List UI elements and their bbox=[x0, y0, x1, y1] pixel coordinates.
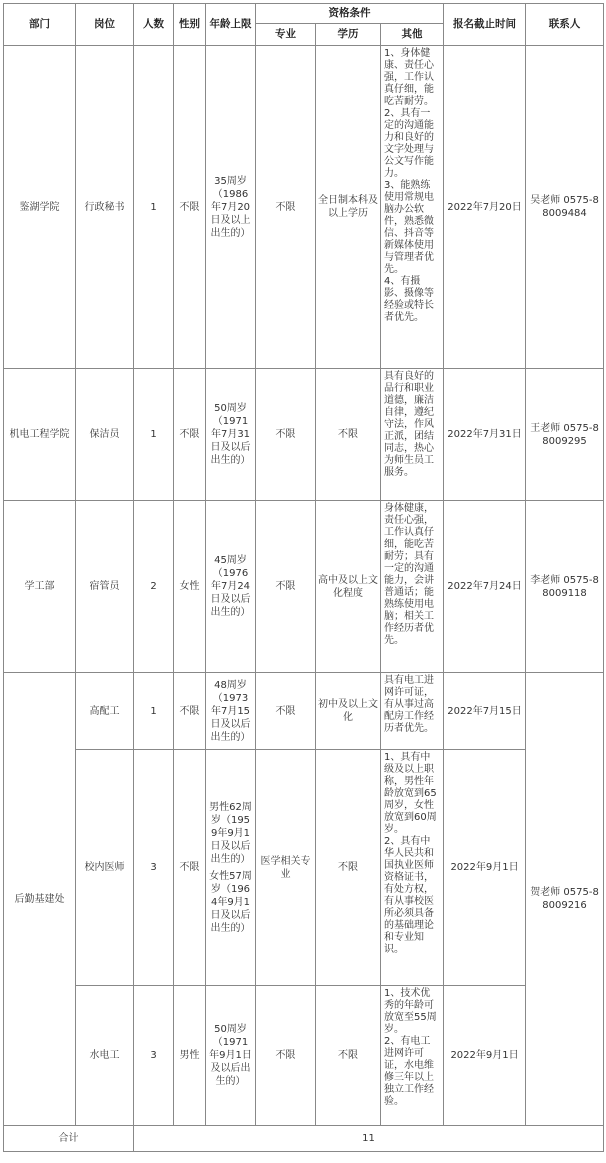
cell-gender: 不限 bbox=[174, 673, 206, 750]
total-label: 合计 bbox=[4, 1126, 134, 1152]
header-post: 岗位 bbox=[76, 4, 134, 46]
cell-education: 初中及以上文化 bbox=[316, 673, 381, 750]
cell-major: 不限 bbox=[256, 46, 316, 369]
table-row bbox=[4, 750, 604, 986]
cell-deadline: 2022年7月24日 bbox=[444, 501, 526, 673]
table-row bbox=[4, 673, 604, 750]
recruitment-table bbox=[3, 3, 604, 1152]
cell-age: 50周岁（1971年9月1日及以后出生的） bbox=[206, 986, 256, 1126]
cell-age-female: 女性57周岁（1964年9月1日及以后出生的） bbox=[209, 870, 252, 934]
cell-count: 1 bbox=[134, 46, 174, 369]
cell-contact: 李老师 0575-88009118 bbox=[526, 501, 604, 673]
cell-education: 全日制本科及以上学历 bbox=[316, 46, 381, 369]
table-row bbox=[4, 46, 604, 369]
cell-other: 1、身体健康、责任心强，工作认真仔细，能吃苦耐劳。 2、具有一定的沟通能力和良好的文字处理与公文写作能力。 3、能熟练使用常规电脑办公软件，熟悉微信、抖音等新媒体使用与管理者优先。 4、有摄影、摄像等经验或特长者优先。 bbox=[381, 46, 444, 369]
header-other: 其他 bbox=[381, 24, 444, 46]
total-row bbox=[4, 1126, 604, 1152]
cell-education: 高中及以上文化程度 bbox=[316, 501, 381, 673]
table-row bbox=[4, 369, 604, 501]
header-contact: 联系人 bbox=[526, 4, 604, 46]
cell-count: 2 bbox=[134, 501, 174, 673]
cell-dept: 后勤基建处 bbox=[4, 673, 76, 1126]
cell-age-male: 男性62周岁（1959年9月1日及以后出生的） bbox=[209, 801, 252, 865]
cell-contact: 王老师 0575-88009295 bbox=[526, 369, 604, 501]
cell-post: 行政秘书 bbox=[76, 46, 134, 369]
cell-count: 1 bbox=[134, 369, 174, 501]
header-gender: 性别 bbox=[174, 4, 206, 46]
cell-age bbox=[206, 750, 256, 986]
cell-post: 保洁员 bbox=[76, 369, 134, 501]
cell-deadline: 2022年7月15日 bbox=[444, 673, 526, 750]
header-row bbox=[4, 4, 604, 24]
header-deadline: 报名截止时间 bbox=[444, 4, 526, 46]
cell-other: 1、具有中级及以上职称，男性年龄放宽到65周岁，女性放宽到60周岁。 2、具有中华人民共和国执业医师资格证书，有处方权，有从事校医所必须具备的基础理论和专业知识。 bbox=[381, 750, 444, 986]
cell-major: 不限 bbox=[256, 986, 316, 1126]
cell-age: 45周岁（1976年7月24日及以后出生的） bbox=[206, 501, 256, 673]
cell-education: 不限 bbox=[316, 986, 381, 1126]
header-age: 年龄上限 bbox=[206, 4, 256, 46]
cell-deadline: 2022年9月1日 bbox=[444, 986, 526, 1126]
cell-other: 具有电工进网许可证，有从事过高配房工作经历者优先。 bbox=[381, 673, 444, 750]
cell-major: 不限 bbox=[256, 673, 316, 750]
cell-post: 水电工 bbox=[76, 986, 134, 1126]
cell-gender: 男性 bbox=[174, 986, 206, 1126]
cell-major: 不限 bbox=[256, 501, 316, 673]
cell-contact: 吴老师 0575-88009484 bbox=[526, 46, 604, 369]
header-dept: 部门 bbox=[4, 4, 76, 46]
cell-education: 不限 bbox=[316, 369, 381, 501]
cell-deadline: 2022年9月1日 bbox=[444, 750, 526, 986]
cell-dept: 学工部 bbox=[4, 501, 76, 673]
cell-gender: 女性 bbox=[174, 501, 206, 673]
cell-other: 身体健康，责任心强，工作认真仔细，能吃苦耐劳；具有一定的沟通能力，会讲普通话；能熟练使用电脑；相关工作经历者优先。 bbox=[381, 501, 444, 673]
cell-major: 不限 bbox=[256, 369, 316, 501]
table-row bbox=[4, 986, 604, 1126]
cell-count: 3 bbox=[134, 750, 174, 986]
cell-other: 1、技术优秀的年龄可放宽至55周岁。 2、有电工进网许可证，水电维修三年以上独立工作经验。 bbox=[381, 986, 444, 1126]
cell-count: 3 bbox=[134, 986, 174, 1126]
cell-gender: 不限 bbox=[174, 46, 206, 369]
cell-other: 具有良好的品行和职业道德，廉洁自律，遵纪守法，作风正派，团结同志，热心为师生员工服务。 bbox=[381, 369, 444, 501]
cell-education: 不限 bbox=[316, 750, 381, 986]
header-count: 人数 bbox=[134, 4, 174, 46]
cell-dept: 机电工程学院 bbox=[4, 369, 76, 501]
cell-age: 35周岁（1986年7月20日及以上出生的） bbox=[206, 46, 256, 369]
cell-gender: 不限 bbox=[174, 369, 206, 501]
header-education: 学历 bbox=[316, 24, 381, 46]
cell-age: 50周岁（1971年7月31日及以后出生的） bbox=[206, 369, 256, 501]
total-value: 11 bbox=[134, 1126, 604, 1152]
cell-post: 校内医师 bbox=[76, 750, 134, 986]
cell-deadline: 2022年7月31日 bbox=[444, 369, 526, 501]
header-qualification: 资格条件 bbox=[256, 4, 444, 24]
cell-gender: 不限 bbox=[174, 750, 206, 986]
cell-age: 48周岁（1973年7月15日及以后出生的） bbox=[206, 673, 256, 750]
cell-contact: 贺老师 0575-88009216 bbox=[526, 673, 604, 1126]
table-row bbox=[4, 501, 604, 673]
cell-dept: 鉴湖学院 bbox=[4, 46, 76, 369]
cell-post: 高配工 bbox=[76, 673, 134, 750]
cell-major: 医学相关专业 bbox=[256, 750, 316, 986]
cell-deadline: 2022年7月20日 bbox=[444, 46, 526, 369]
header-major: 专业 bbox=[256, 24, 316, 46]
cell-count: 1 bbox=[134, 673, 174, 750]
cell-post: 宿管员 bbox=[76, 501, 134, 673]
